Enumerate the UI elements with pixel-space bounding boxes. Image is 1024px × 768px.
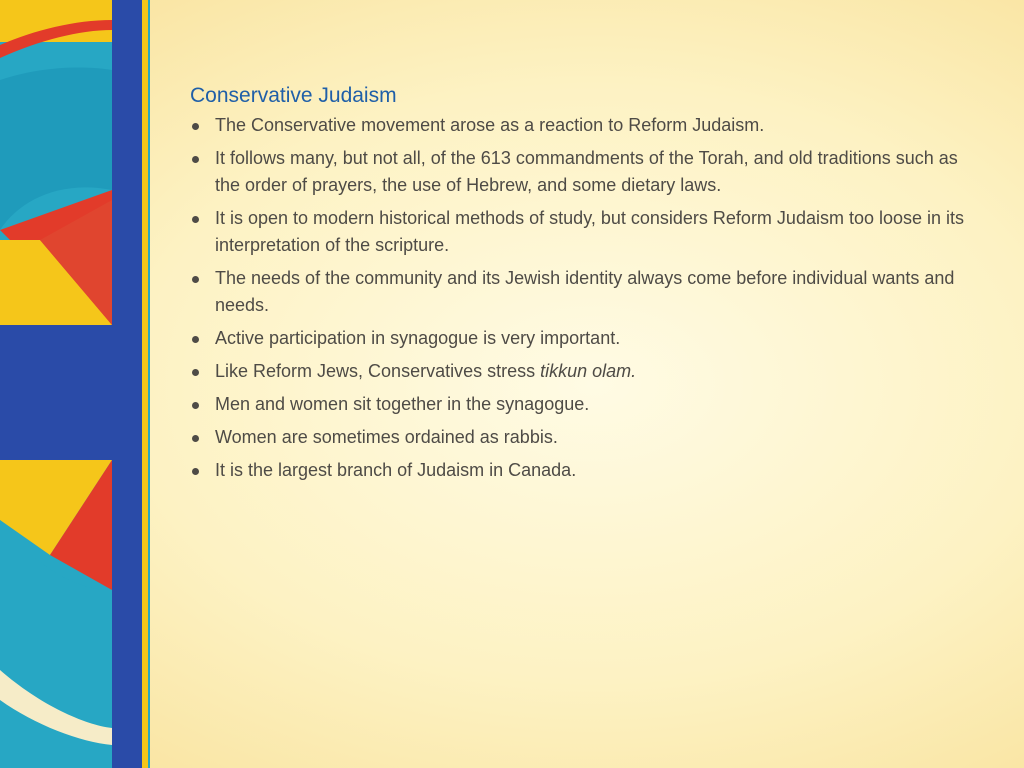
- bullet-icon: [192, 402, 199, 409]
- bullet-item: [190, 112, 970, 139]
- bullet-text: It is open to modern historical methods of study, but considers Reform Judaism too loose in its interpretation of the scripture.: [215, 208, 965, 255]
- bullet-text: Like Reform Jews, Conservatives stress: [215, 361, 541, 381]
- bullet-item: [190, 205, 970, 259]
- bullet-list: [190, 112, 970, 484]
- bullet-text: The needs of the community and its Jewish identity always come before individual wants and needs.: [215, 268, 955, 315]
- bullet-text: The Conservative movement arose as a reaction to Reform Judaism.: [215, 115, 765, 135]
- bullet-icon: [192, 369, 199, 376]
- bullet-item: [190, 424, 970, 451]
- bullet-icon: [192, 435, 199, 442]
- bullet-icon: [192, 468, 199, 475]
- bullet-text: It follows many, but not all, of the 613 commandments of the Torah, and old traditions such as the order of prayers, the use of Hebrew, and some dietary laws.: [215, 148, 958, 195]
- slide-content: [190, 82, 970, 490]
- bullet-icon: [192, 276, 199, 283]
- bullet-item: [190, 457, 970, 484]
- bullet-item: [190, 265, 970, 319]
- slide-title: Conservative Judaism: [190, 84, 397, 107]
- bullet-item: [190, 325, 970, 352]
- bullet-icon: [192, 216, 199, 223]
- bullet-text: It is the largest branch of Judaism in Canada.: [215, 460, 577, 480]
- bullet-item: [190, 145, 970, 199]
- bullet-text: Active participation in synagogue is very important.: [215, 328, 621, 348]
- bullet-emphasis: tikkun olam.: [540, 361, 637, 381]
- bullet-item: [190, 391, 970, 418]
- bullet-text: Men and women sit together in the synagogue.: [215, 394, 590, 414]
- bullet-item: [190, 358, 970, 385]
- bullet-icon: [192, 336, 199, 343]
- bullet-icon: [192, 123, 199, 130]
- bullet-text: Women are sometimes ordained as rabbis.: [215, 427, 558, 447]
- bullet-icon: [192, 156, 199, 163]
- decorative-side-pattern: [0, 0, 150, 768]
